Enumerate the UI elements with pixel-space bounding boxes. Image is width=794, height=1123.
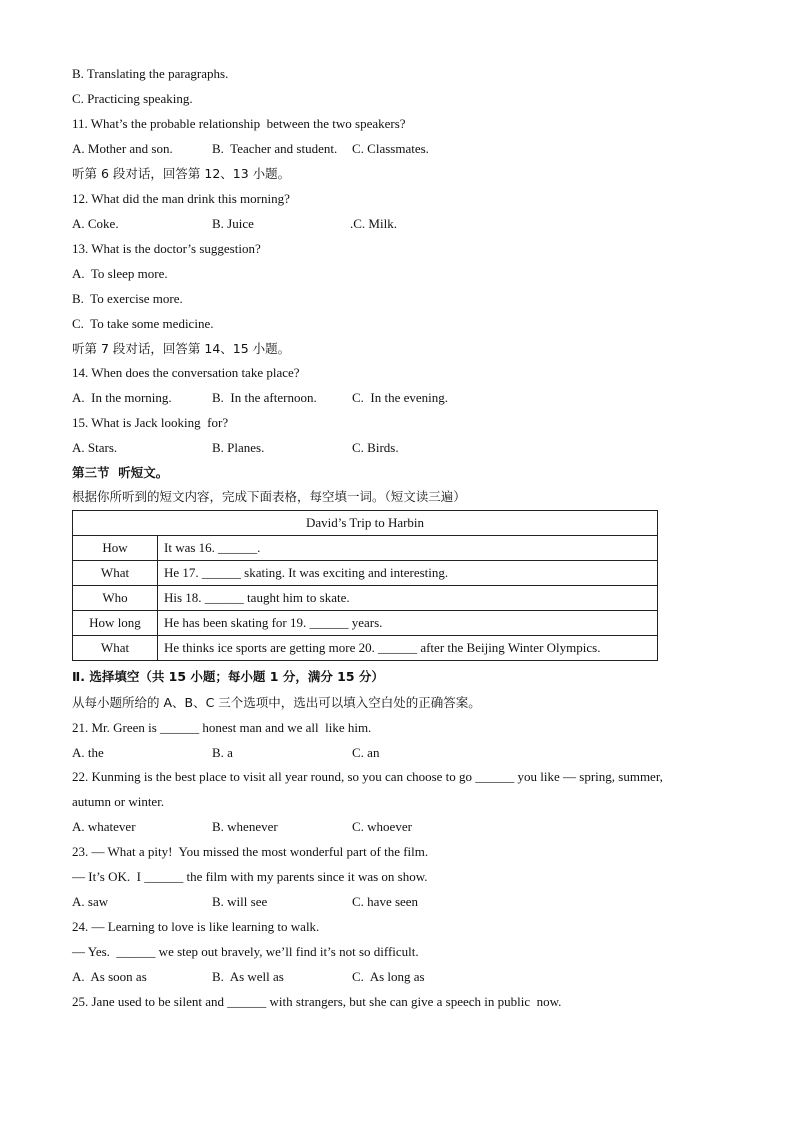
table-title: David’s Trip to Harbin bbox=[73, 511, 658, 536]
question-23-reply: — It’s OK. I ______ the film with my parents since it was on show. bbox=[72, 869, 428, 884]
option-b-translating: B. Translating the paragraphs. bbox=[72, 66, 229, 81]
row-value: It was 16. ______. bbox=[158, 536, 658, 561]
question-24: 24. — Learning to love is like learning to walk. bbox=[72, 919, 320, 934]
row-value: His 18. ______ taught him to skate. bbox=[158, 586, 658, 611]
question-13: 13. What is the doctor’s suggestion? bbox=[72, 241, 261, 256]
row-key: What bbox=[73, 636, 158, 661]
trip-table bbox=[72, 510, 658, 661]
table-row bbox=[73, 536, 658, 561]
q15-option-c: C. Birds. bbox=[352, 440, 399, 455]
table-row bbox=[73, 636, 658, 661]
question-22: 22. Kunming is the best place to visit all year round, so you can choose to go ______ you like — spring, summer, bbox=[72, 769, 663, 784]
q13-option-c: C. To take some medicine. bbox=[72, 316, 214, 331]
q24-option-c: C. As long as bbox=[352, 969, 425, 984]
row-key: What bbox=[73, 561, 158, 586]
q11-option-c: C. Classmates. bbox=[352, 141, 429, 156]
q15-option-a: A. Stars. bbox=[72, 440, 118, 455]
q11-option-a: A. Mother and son. bbox=[72, 141, 173, 156]
row-key: How bbox=[73, 536, 158, 561]
q23-option-c: C. have seen bbox=[352, 894, 419, 909]
q12-option-a: A. Coke. bbox=[72, 216, 119, 231]
question-22-continued: autumn or winter. bbox=[72, 794, 165, 809]
section-6-instruction: 听第 6 段对话，回答第 12、13 小题。 bbox=[72, 166, 291, 181]
question-12: 12. What did the man drink this morning? bbox=[72, 191, 290, 206]
q22-option-c: C. whoever bbox=[352, 819, 412, 834]
q14-option-a: A. In the morning. bbox=[72, 390, 172, 405]
section-7-instruction: 听第 7 段对话，回答第 14、15 小题。 bbox=[72, 341, 291, 356]
q24-option-b: B. As well as bbox=[212, 969, 284, 984]
q24-option-a: A. As soon as bbox=[72, 969, 147, 984]
q21-option-c: C. an bbox=[352, 745, 380, 760]
table-row bbox=[73, 586, 658, 611]
row-value: He thinks ice sports are getting more 20. ______ after the Beijing Winter Olympics. bbox=[158, 636, 658, 661]
q12-option-b: B. Juice bbox=[212, 216, 254, 231]
q13-option-a: A. To sleep more. bbox=[72, 266, 168, 281]
section-2-title: Ⅱ. 选择填空（共 15 小题；每小题 1 分，满分 15 分） bbox=[72, 669, 384, 684]
q22-option-a: A. whatever bbox=[72, 819, 136, 834]
q23-option-b: B. will see bbox=[212, 894, 268, 909]
q11-option-b: B. Teacher and student. bbox=[212, 141, 338, 156]
table-row bbox=[73, 561, 658, 586]
q21-option-b: B. a bbox=[212, 745, 233, 760]
part-3-heading: 第三节 听短文。 bbox=[72, 465, 169, 480]
question-11: 11. What’s the probable relationship between the two speakers? bbox=[72, 116, 406, 131]
question-23: 23. — What a pity! You missed the most wonderful part of the film. bbox=[72, 844, 429, 859]
q15-option-b: B. Planes. bbox=[212, 440, 265, 455]
table-header-row bbox=[73, 511, 658, 536]
question-15: 15. What is Jack looking for? bbox=[72, 415, 229, 430]
q12-option-c: .C. Milk. bbox=[350, 216, 397, 231]
question-25: 25. Jane used to be silent and ______ with strangers, but she can give a speech in public now. bbox=[72, 994, 562, 1009]
row-value: He has been skating for 19. ______ years. bbox=[158, 611, 658, 636]
row-value: He 17. ______ skating. It was exciting and interesting. bbox=[158, 561, 658, 586]
section-2-instruction: 从每小题所给的 A、B、C 三个选项中，选出可以填入空白处的正确答案。 bbox=[72, 695, 481, 710]
question-21: 21. Mr. Green is ______ honest man and we all like him. bbox=[72, 720, 372, 735]
q22-option-b: B. whenever bbox=[212, 819, 278, 834]
row-key: How long bbox=[73, 611, 158, 636]
q23-option-a: A. saw bbox=[72, 894, 109, 909]
question-14: 14. When does the conversation take place? bbox=[72, 365, 300, 380]
q21-option-a: A. the bbox=[72, 745, 104, 760]
q13-option-b: B. To exercise more. bbox=[72, 291, 183, 306]
part-3-instruction: 根据你所听到的短文内容，完成下面表格，每空填一词。（短文读三遍） bbox=[72, 489, 466, 504]
option-c-speaking: C. Practicing speaking. bbox=[72, 91, 193, 106]
question-24-reply: — Yes. ______ we step out bravely, we’ll find it’s not so difficult. bbox=[72, 944, 419, 959]
q14-option-c: C. In the evening. bbox=[352, 390, 449, 405]
q14-option-b: B. In the afternoon. bbox=[212, 390, 317, 405]
row-key: Who bbox=[73, 586, 158, 611]
table-row bbox=[73, 611, 658, 636]
